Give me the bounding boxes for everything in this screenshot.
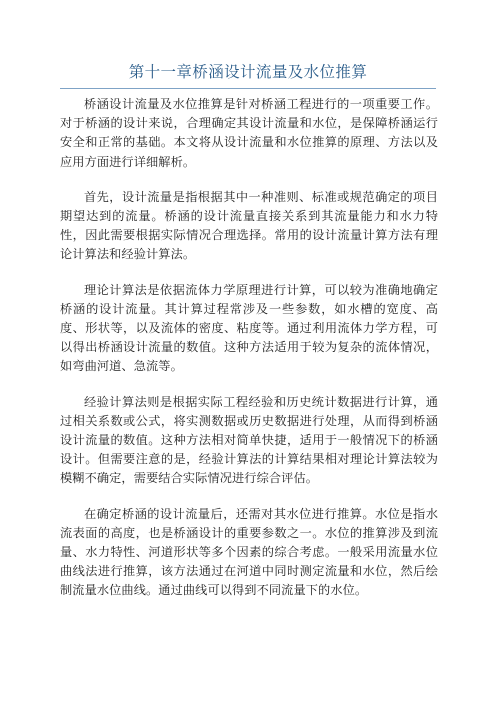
- paragraph-empirical-method: 经验计算法则是根据实际工程经验和历史统计数据进行计算，通过相关系数或公式，将实测数据或历史数据进行处理，从而得到桥涵设计流量的数值。这种方法相对简单快捷，适用于一般情况下的桥涵设计。但需要注意的是，经验计算法的计算结果相对理论计算法较为模糊不确定，需要结合实际情况进行综合评估。: [60, 394, 438, 486]
- paragraph-intro: 桥涵设计流量及水位推算是针对桥涵工程进行的一项重要工作。对于桥涵的设计来说，合理确定其设计流量和水位，是保障桥涵运行安全和正常的基础。本文将从设计流量和水位推算的原理、方法以及应用方面进行详细解析。: [60, 97, 438, 169]
- title-divider: [60, 88, 436, 89]
- paragraph-theoretical-method: 理论计算法是依据流体力学原理进行计算，可以较为准确地确定桥涵的设计流量。其计算过程常涉及一些参数，如水槽的宽度、高度、形状等，以及流体的密度、粘度等。通过利用流体力学方程，可以得出桥涵设计流量的数值。这种方法适用于较为复杂的流体情况，如弯曲河道、急流等。: [60, 282, 438, 374]
- paragraph-water-level: 在确定桥涵的设计流量后，还需对其水位进行推算。水位是指水流表面的高度，也是桥涵设计的重要参数之一。水位的推算涉及到流量、水力特性、河道形状等多个因素的综合考虑。一般采用流量水位曲线法进行推算，该方法通过在河道中同时测定流量和水位，然后绘制流量水位曲线。通过曲线可以得到不同流量下的水位。: [60, 506, 438, 598]
- document-body: [60, 95, 438, 617]
- paragraph-design-flow: 首先，设计流量是指根据其中一种准则、标准或规范确定的项目期望达到的流量。桥涵的设计流量直接关系到其流量能力和水力特性，因此需要根据实际情况合理选择。常用的设计流量计算方法有理论计算法和经验计算法。: [60, 189, 438, 262]
- page-title: 第十一章桥涵设计流量及水位推算: [128, 63, 368, 81]
